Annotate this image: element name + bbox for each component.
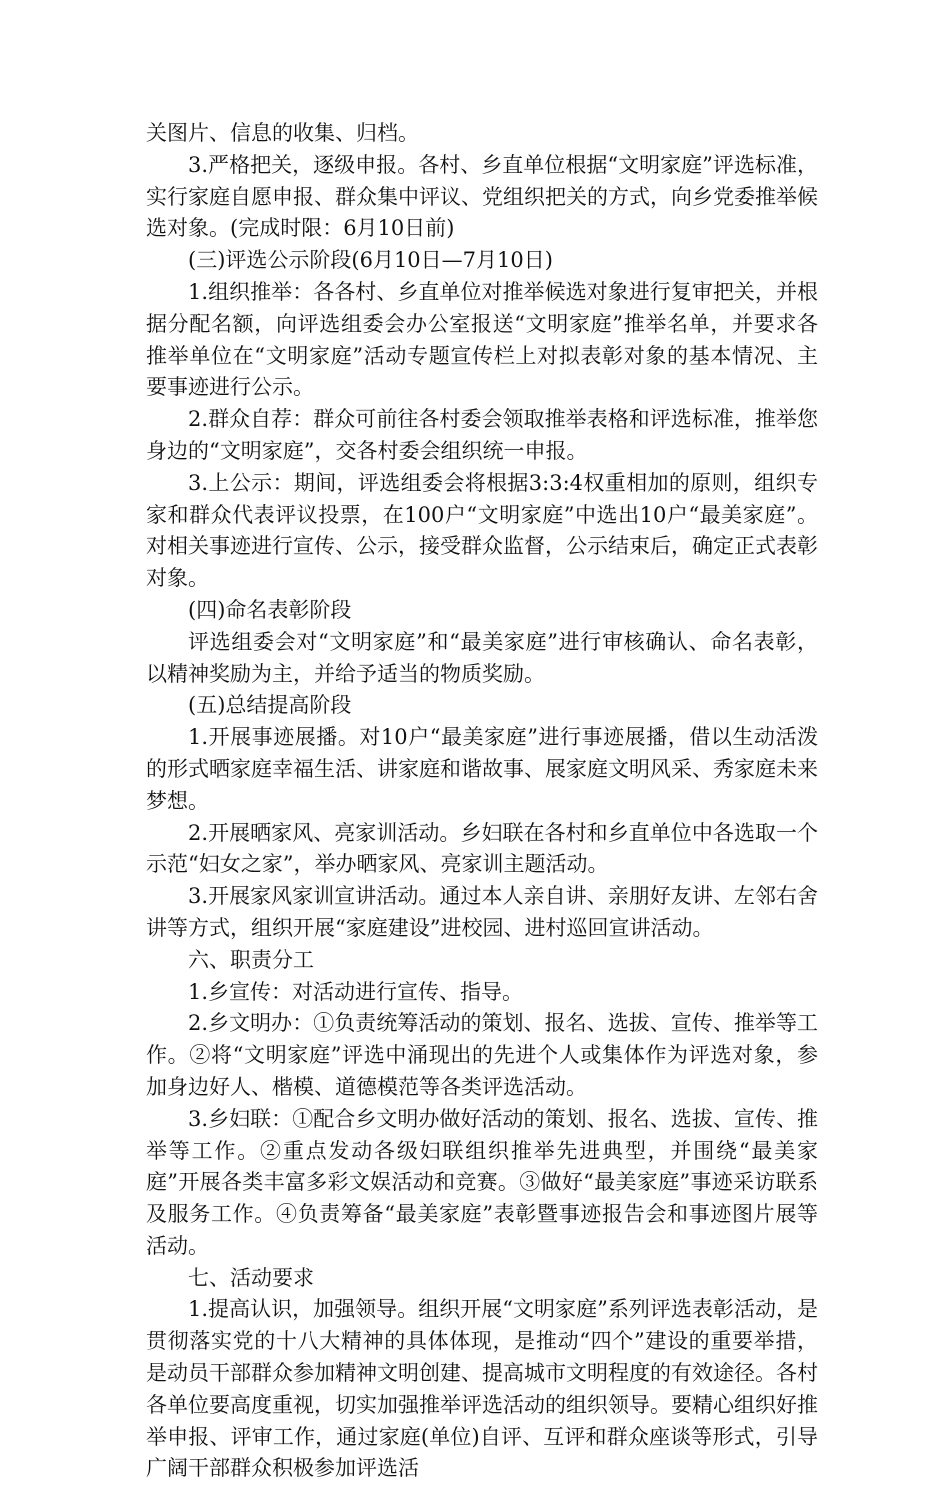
paragraph-raise-awareness: 1.提高认识，加强领导。组织开展“文明家庭”系列评选表彰活动，是贯彻落实党的十八大精神的具体体现，是推动“四个”建设的重要举措，是动员干部群众参加精神文明创建、提高城市文明程度的有效途径。各村各单位要高度重视，切实加强推举评选活动的组织领导。要精心组织好推举申报、评审工作，通过家庭(单位)自评、互评和群众座谈等形式，引导广阔干部群众积极参加评选活 (146, 1297, 818, 1481)
paragraph-duty-civilization-office: 2.乡文明办：①负责统筹活动的策划、报名、选拔、宣传、推举等工作。②将“文明家庭”评选中涌现出的先进个人或集体作为评选对象，参加身边好人、楷模、道德模范等各类评选活动。 (146, 1011, 818, 1099)
paragraph-organize-recommend: 1.组织推举：各各村、乡直单位对推举候选对象进行复审把关，并根据分配名额，向评选组委会办公室报送“文明家庭”推举名单，并要求各推举单位在“文明家庭”活动专题宣传栏上对拟表彰对象的基本情况、主要事迹进行公示。 (146, 279, 818, 400)
paragraph-archive-continuation: 关图片、信息的收集、归档。 (146, 121, 419, 145)
section-heading-requirements: 七、活动要求 (188, 1265, 314, 1290)
paragraph-strict-check: 3.严格把关，逐级申报。各村、乡直单位根据“文明家庭”评选标准，实行家庭自愿申报、群众集中评议、党组织把关的方式，向乡党委推举候选对象。(完成时限：6月10日前) (146, 152, 818, 241)
section-heading-duties: 六、职责分工 (188, 947, 314, 972)
section-heading-summary-stage: (五)总结提高阶段 (188, 693, 352, 718)
paragraph-naming: 评选组委会对“文明家庭”和“最美家庭”进行审核确认、命名表彰，以精神奖励为主，并给予适当的物质奖励。 (146, 629, 818, 686)
paragraph-family-style: 2.开展晒家风、亮家训活动。乡妇联在各村和乡直单位中各选取一个示范“妇女之家”，举办晒家风、亮家训主题活动。 (146, 820, 818, 877)
document-page (146, 118, 818, 1485)
paragraph-duty-publicity: 1.乡宣传：对活动进行宣传、指导。 (188, 979, 524, 1004)
paragraph-deeds-broadcast: 1.开展事迹展播。对10户“最美家庭”进行事迹展播，借以生动活泼的形式晒家庭幸福生活、讲家庭和谐故事、展家庭文明风采、秀家庭未来梦想。 (146, 725, 818, 813)
paragraph-publicity: 3.上公示：期间，评选组委会将根据3:3:4权重相加的原则，组织专家和群众代表评议投票，在100户“文明家庭”中选出10户“最美家庭”。对相关事迹进行宣传、公示，接受群众监督，公示结束后，确定正式表彰对象。 (146, 470, 818, 591)
section-heading-public-stage: (三)评选公示阶段(6月10日—7月10日) (188, 248, 553, 273)
paragraph-self-recommend: 2.群众自荐：群众可前往各村委会领取推举表格和评选标准，推举您身边的“文明家庭”，交各村委会组织统一申报。 (146, 407, 818, 463)
section-heading-naming-stage: (四)命名表彰阶段 (188, 597, 352, 622)
paragraph-lecture: 3.开展家风家训宣讲活动。通过本人亲自讲、亲朋好友讲、左邻右舍讲等方式，组织开展“家庭建设”进校园、进村巡回宣讲活动。 (146, 884, 818, 940)
paragraph-duty-womens-federation: 3.乡妇联：①配合乡文明办做好活动的策划、报名、选拔、宣传、推举等工作。②重点发动各级妇联组织推举先进典型，并围绕“最美家庭”开展各类丰富多彩文娱活动和竞赛。③做好“最美家庭”事迹采访联系及服务工作。④负责筹备“最美家庭”表彰暨事迹报告会和事迹图片展等活动。 (146, 1106, 818, 1258)
